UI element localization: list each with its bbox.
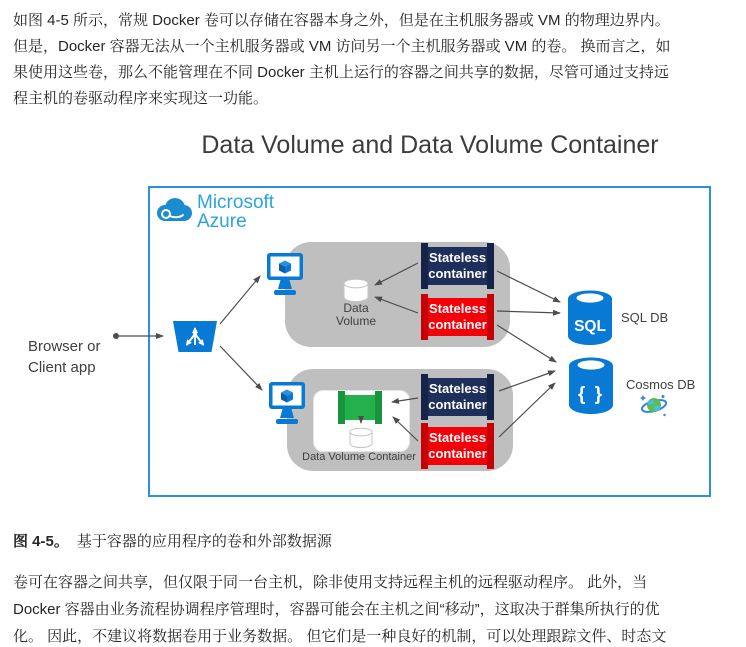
figure-caption <box>13 530 332 551</box>
data-volume-cylinder-icon <box>343 278 369 303</box>
text-line: 果使用这些卷，那么不能管理在不同 Docker 主机上运行的容器之间共享的数据，尽管可通过支持远 <box>13 64 669 81</box>
stateless-container-box <box>421 378 494 416</box>
sql-db-icon <box>566 289 614 348</box>
stateless-container-box <box>421 247 494 285</box>
figure-title: Data Volume and Data Volume Container <box>201 131 659 159</box>
caption-text: 基于容器的应用程序的卷和外部数据源 <box>76 533 332 550</box>
text-line: 程主机的卷驱动程序来实现这一功能。 <box>13 90 269 107</box>
browser-label-line: Browser or <box>28 338 101 355</box>
vm-monitor-icon <box>266 252 304 297</box>
sql-icon-text: SQL <box>574 318 606 335</box>
stateless-label-line: container <box>428 397 487 412</box>
azure-logo-text <box>197 193 274 231</box>
cosmos-db-icon <box>567 356 615 417</box>
cosmos-db-label: Cosmos DB <box>626 377 696 392</box>
data-volume-label <box>324 302 388 328</box>
vm-monitor-icon <box>268 381 306 426</box>
stateless-container-box <box>421 427 494 465</box>
load-balancer-icon <box>172 320 218 353</box>
azure-logo-line: Microsoft <box>197 192 275 213</box>
browser-client-label <box>28 336 101 378</box>
stateless-label-line: container <box>428 317 487 332</box>
stateless-label-line: Stateless <box>428 430 487 445</box>
volume-cylinder-icon <box>349 427 373 449</box>
data-container-icon <box>338 395 382 420</box>
planet-icon <box>637 390 669 420</box>
paragraph-bottom <box>13 569 735 647</box>
text-line: Docker 容器由业务流程协调程序管理时，容器可能会在主机之间“移动”，这取决于群集所执行的优 <box>13 601 660 618</box>
caption-number: 图 4-5。 <box>13 533 69 550</box>
data-volume-label-line: Volume <box>335 314 377 328</box>
browser-label-line: Client app <box>28 359 96 376</box>
stateless-label-line: Stateless <box>428 250 487 265</box>
data-volume-container-label: Data Volume Container <box>302 451 416 463</box>
sparkle-icon <box>640 395 646 401</box>
stateless-label-line: Stateless <box>428 301 487 316</box>
cosmos-icon-text: { } <box>577 384 605 405</box>
text-line: 化。 因此，不建议将数据卷用于业务数据。 但它们是一种良好的机制，可以处理跟踪文件、时态文 <box>13 628 667 645</box>
text-line: 卷可在容器之间共享，但仅限于同一台主机，除非使用支持远程主机的远程驱动程序。 此外，当 <box>13 574 648 591</box>
stateless-label-line: container <box>428 266 487 281</box>
data-volume-label-line: Data <box>343 301 369 315</box>
text-line: 但是，Docker 容器无法从一个主机服务器或 VM 访问另一个主机服务器或 VM 的卷。 换而言之，如 <box>13 38 671 55</box>
stateless-label-line: container <box>428 446 487 461</box>
stateless-label-line: Stateless <box>428 381 487 396</box>
azure-logo-line: Azure <box>197 211 247 232</box>
stateless-container-box <box>421 298 494 336</box>
text-line: 如图 4-5 所示，常规 Docker 卷可以存储在容器本身之外，但是在主机服务器或 VM 的物理边界内。 <box>13 12 670 29</box>
paragraph-top <box>13 8 735 112</box>
azure-cloud-icon <box>153 196 193 226</box>
sql-db-label: SQL DB <box>621 310 669 325</box>
